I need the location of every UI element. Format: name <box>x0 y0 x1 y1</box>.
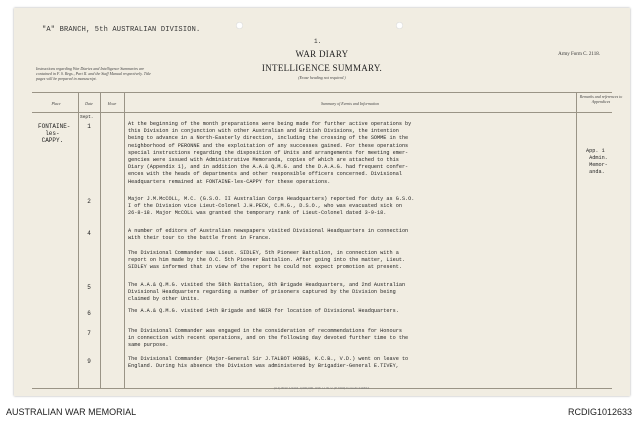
column-header-hour: Hour <box>107 101 117 106</box>
place-text: FONTAINE- les- CAPPY. <box>38 123 71 144</box>
entry-text: The A.A.& Q.M.G. visited 14th Brigade and NBIR for location of Divisional Headquarters. <box>128 308 399 314</box>
column-divider <box>100 92 101 388</box>
instructions-note: Instructions regarding War Diaries and Intelligence Summaries are contained in F. S. Regs., Part II. and the Staff Manual respectively. Title pages will be prepared in manuscript. <box>36 66 151 81</box>
diary-page <box>14 8 630 396</box>
column-header-place: Place <box>51 101 61 106</box>
entry-day: 7 <box>87 330 91 337</box>
entry-text: A number of editors of Australian newspapers visited Divisional Headquarters in connection with their tour to the battle front in France. <box>128 228 409 242</box>
entry-text: Major J.M.McCOLL, M.C. (G.S.O. II Australian Corps Headquarters) reported for duty as G.S.O. I of the Division vice Lieut-Colonel J.H.PECK, C.M.G., D.S.O., who was evacuated sick on 26-8-18. Major McCOLL was granted the temporary rank of Lieut-Colonel dated 3-9-18. <box>128 196 415 217</box>
column-divider <box>124 92 125 388</box>
entry-day: 2 <box>87 198 91 205</box>
entry-day: 6 <box>87 310 91 317</box>
month-label: Sept. <box>80 115 94 120</box>
punch-hole <box>236 22 243 29</box>
army-form-reference: Army Form C. 2118. <box>558 52 600 57</box>
entry-text: The A.A.& Q.M.G. visited the 58th Battalion, 8th Brigade Headquarters, and 2nd Australian Divisional Headquarters regarding a number of prisoners captured by the Division being claimed by other Units. <box>128 282 406 303</box>
branch-heading: "A" BRANCH, 5th AUSTRALIAN DIVISION. <box>42 26 201 34</box>
erase-heading-note: (Erase heading not required.) <box>298 75 346 80</box>
printer-imprint: (A 1) W.W. 1/1444. 3,000,000. 3/16. H. W. V. (P 7200) Forms/C 2118/12. <box>274 386 370 390</box>
archive-reference: RCDIG1012633 <box>567 407 632 417</box>
punch-hole <box>396 22 403 29</box>
entry-text: The Divisional Commander was engaged in the consideration of recommendations for Honours in connection with recent operations, and on the following day devoted further time to the same purpose. <box>128 328 409 349</box>
column-header-date: Date <box>85 101 93 106</box>
archive-credit: AUSTRALIAN WAR MEMORIAL <box>6 407 137 417</box>
title-intelligence-summary: INTELLIGENCE SUMMARY. <box>261 63 383 73</box>
entry-day: 9 <box>87 358 91 365</box>
column-divider <box>576 92 577 388</box>
entry-text: At the beginning of the month preparations were being made for further active operations by this Division in conjunction with other Australian and British Divisions, the intention being to advance in a North-Easterly direction, including the crossing of the SOMME in the neighborhood of PERONNE and the exploitation of any successes gained. For these operations special instructions regarding the disposition of Units and arrangements for meeting emer- gencies were issued with Administrative Memoranda, copies of which are attached to this Diary (Appendix 1), and in addition the A.A.& Q.M.G. and the D.A.A.G. had frequent confer- ences with the heads of departments and other responsible officers concerned. Divisional Headquarters remained at FONTAINE-les-CAPPY for these operations. <box>128 121 412 185</box>
entry-text: The Divisional Commander (Major-General Sir J.TALBOT HOBBS, K.C.B., V.D.) went on leave to England. During his absence the Division was administered by Brigadier-General E.TIVEY, <box>128 356 409 370</box>
entry-text: The Divisional Commander saw Lieut. SIDLEY, 5th Pioneer Battalion, in connection with a report on him made by the O.C. 5th Pioneer Battalion. After going into the matter, Lieut. SIDLEY was informed that in view of the report he could not expect promotion at present. <box>128 250 406 271</box>
entry-day: 5 <box>87 284 91 291</box>
entry-day: 1 <box>87 123 91 130</box>
column-header-summary: Summary of Events and Information <box>321 101 379 106</box>
header-rule-bottom <box>32 112 612 113</box>
column-divider <box>78 92 79 388</box>
remarks-text: App. 1 Admin. Memor- anda. <box>586 148 608 175</box>
page-number: 1. <box>314 38 322 45</box>
column-header-remarks: Remarks and references to Appendices <box>579 94 623 104</box>
header-rule-top <box>32 92 612 93</box>
title-war-diary: WAR DIARY <box>295 49 349 59</box>
entry-day: 4 <box>87 230 91 237</box>
